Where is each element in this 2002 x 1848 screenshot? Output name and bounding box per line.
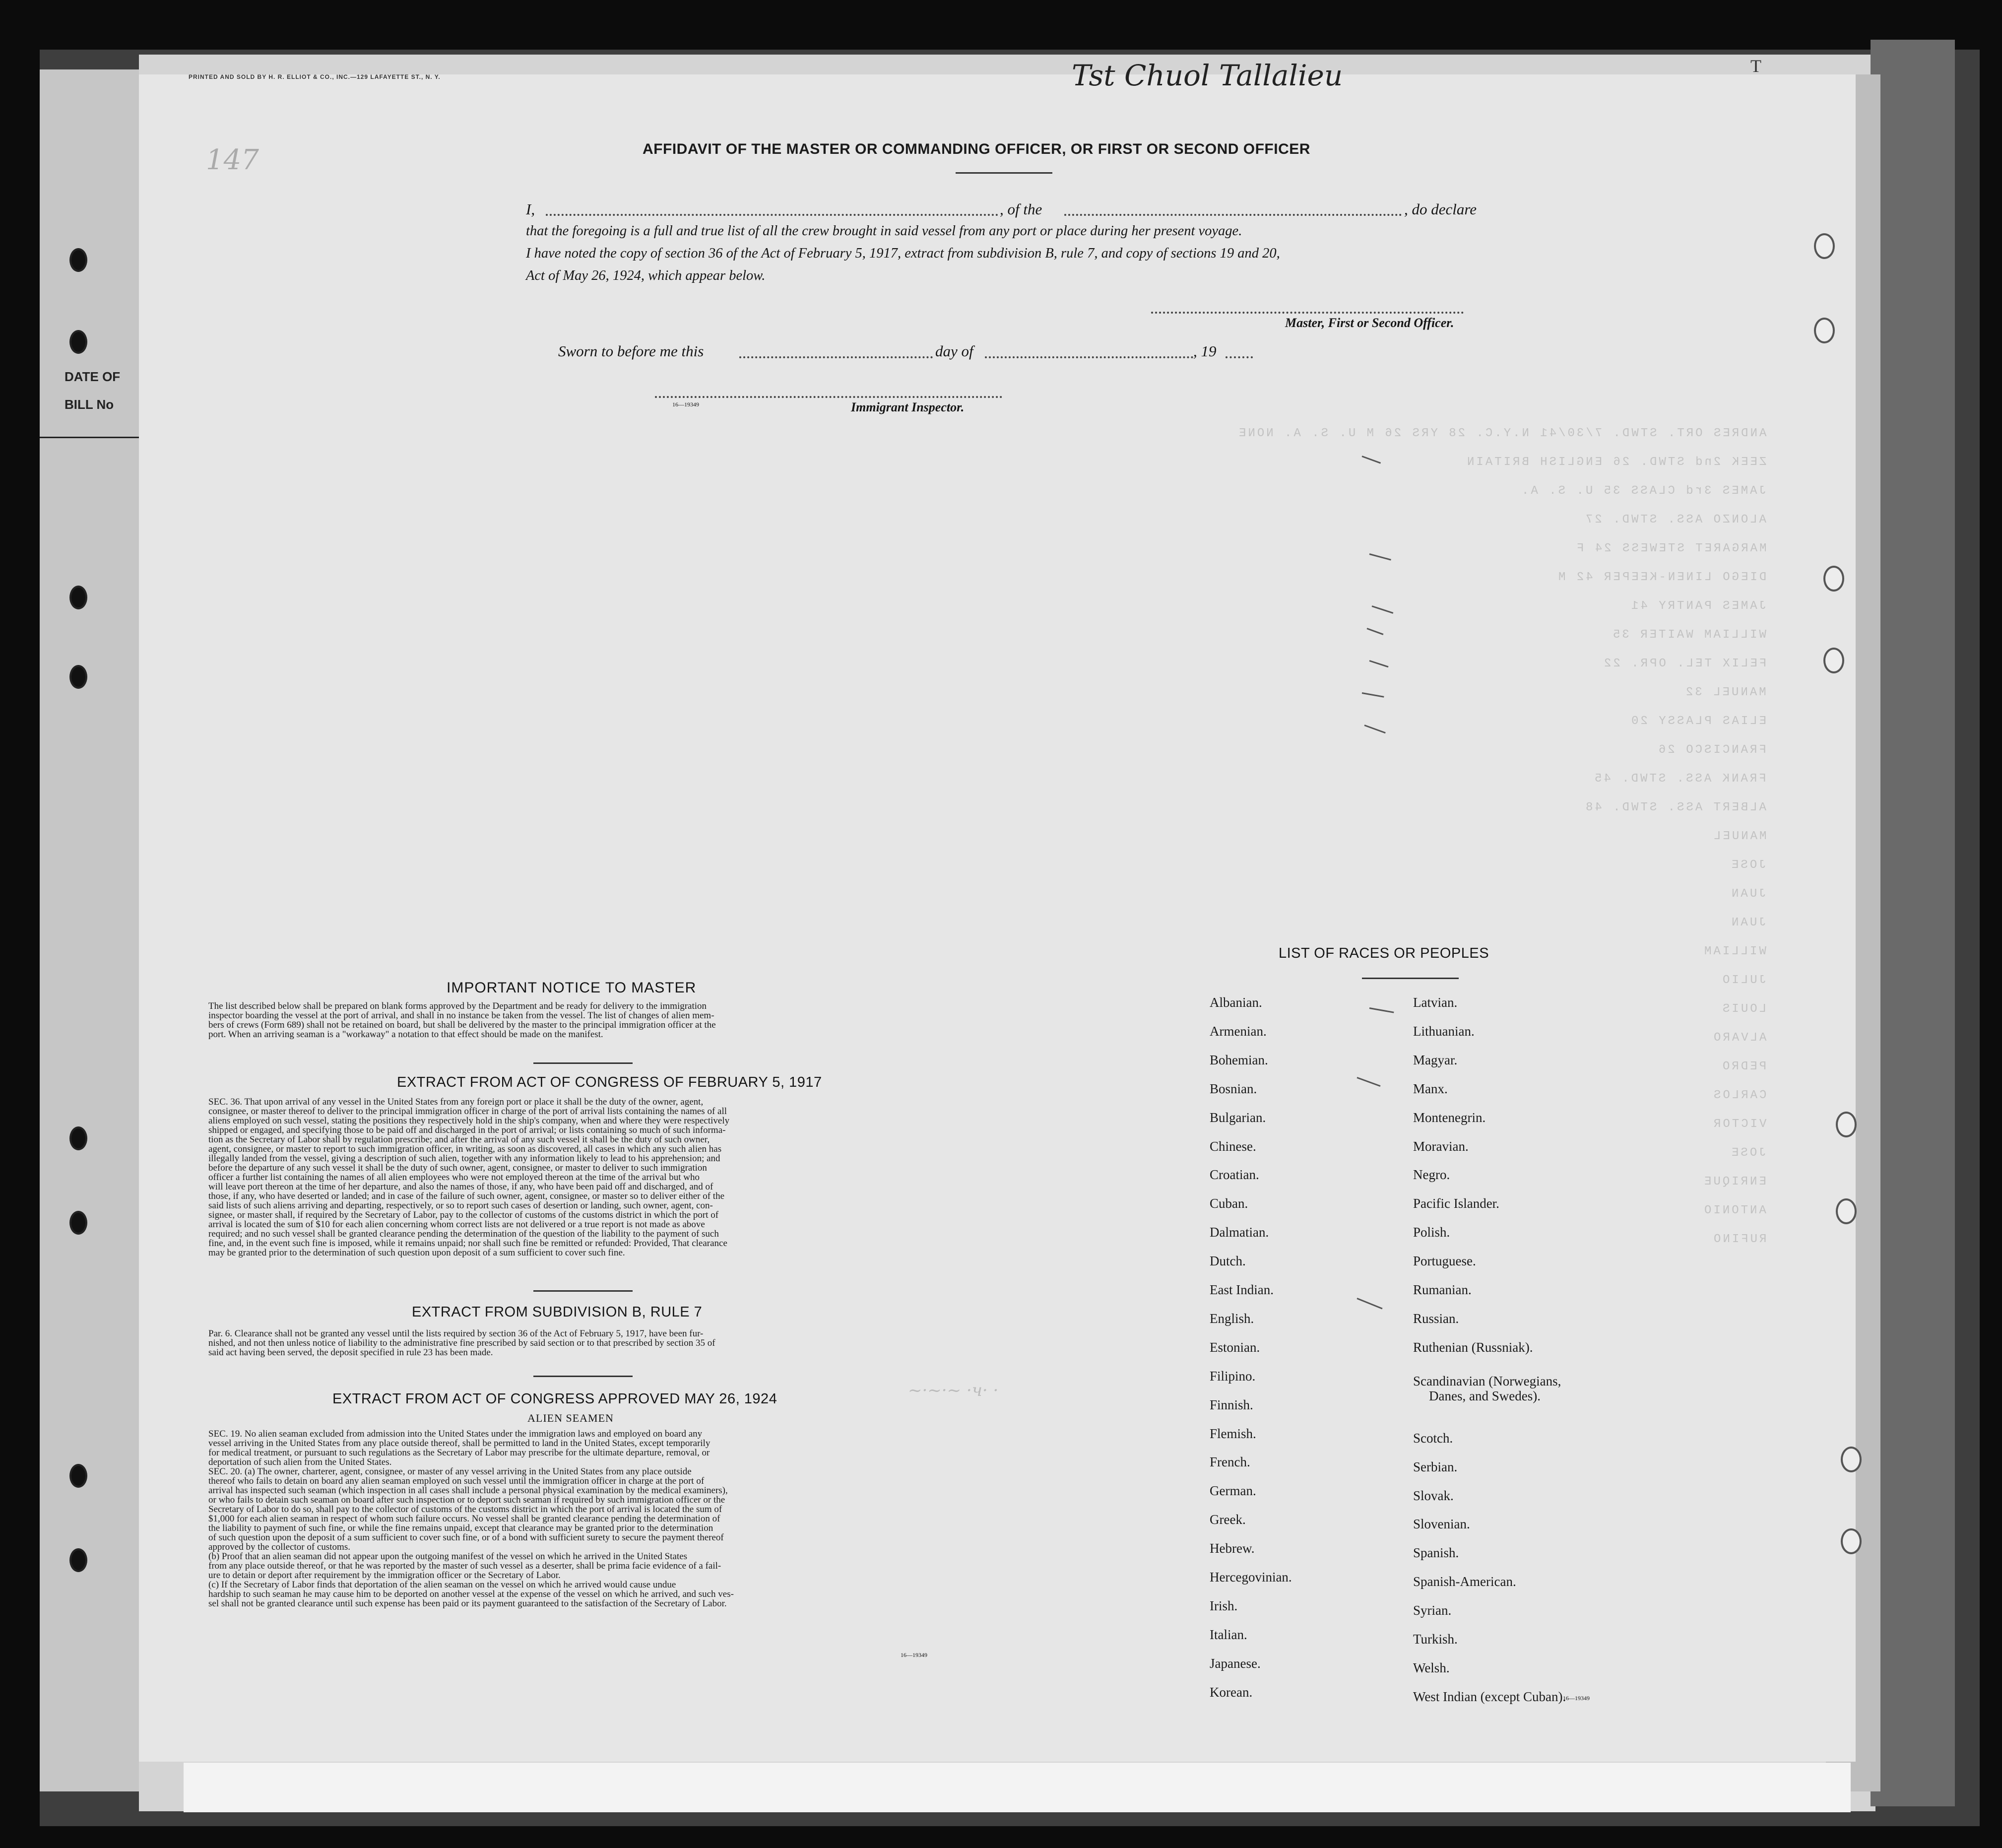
text-line: officer a further list containing the names of all alien employees who were not employed thereon at the time of the arrival but who: [208, 1173, 700, 1182]
text-line: said act having been served, the deposit specified in rule 23 has been made.: [208, 1348, 493, 1357]
text-line: SEC. 36. That upon arrival of any vessel in the United States from any foreign port or place it shall be the duty of the owner, agent,: [208, 1097, 704, 1107]
race-item: Bohemian.: [1210, 1052, 1268, 1067]
race-item: Scotch.: [1413, 1430, 1453, 1446]
text-line: before the departure of any such vessel it shall be the duty of such owner, agent, consignee, or master to deliver to such immigration: [208, 1163, 707, 1173]
bleed-row: JAMES 3rd CLASS 35 U. S. A.: [1520, 484, 1766, 498]
text-line: deportation of such alien from the United States.: [208, 1457, 392, 1467]
bleed-row: JUAN: [1730, 916, 1766, 929]
bleed-row: ANTONIO: [1702, 1204, 1766, 1217]
bleed-row: ALVARO: [1711, 1031, 1766, 1045]
text-line: sel shall not be granted clearance until such expense has been paid or its payment guaranteed to the satisfaction of the Secretary of Labor.: [208, 1599, 727, 1608]
punch-hole-left-3: [69, 586, 87, 609]
bleed-row: ALONZO ASS. STWD. 27: [1583, 513, 1766, 527]
affidavit-line1-end: , do declare: [1404, 200, 1477, 218]
bleed-row: FRANK ASS. STWD. 45: [1593, 772, 1766, 786]
text-line: fine, and, in the event such fine is imposed, while it remains unpaid; nor shall such fine be remitted or refunded: Provided, That clearance: [208, 1239, 727, 1248]
text-line: $1,000 for each alien seaman in respect of whom such failure occurs. No vessel shall be granted clearance pending the determination of: [208, 1514, 720, 1523]
sworn-day: day of: [935, 342, 973, 360]
race-item: Finnish.: [1210, 1397, 1253, 1412]
bleed-row: JUAN: [1730, 887, 1766, 901]
bleed-row: ANDRES ORT. STWD. 7/30/41 N.Y.C. 28 YRS 26 M U. S. A. NONE: [1236, 427, 1766, 440]
bleed-row: VICTOR: [1711, 1118, 1766, 1131]
race-item: Rumanian.: [1413, 1282, 1472, 1297]
punch-hole-left-6: [69, 1211, 87, 1235]
text-line: nished, and not then unless notice of liability to the administrative fine prescribed by said section or to that prescribed by section 35 of: [208, 1338, 715, 1348]
affidavit-line3: I have noted the copy of section 36 of the Act of February 5, 1917, extract from subdivision B, rule 7, and copy of sections 19 and 20,: [526, 246, 1280, 261]
race-item: Danes, and Swedes).: [1429, 1388, 1541, 1403]
bleed-row: ZEEK 2nd STWD. 26 ENGLISH BRITAIN: [1465, 456, 1766, 469]
right-binding-strip: [1871, 40, 1955, 1806]
extract-1924-title: EXTRACT FROM ACT OF CONGRESS APPROVED MAY 26, 1924: [332, 1391, 777, 1407]
race-item: Spanish.: [1413, 1545, 1459, 1561]
extract-rule7-body: [208, 1329, 953, 1357]
extract-rule7-rule: [533, 1376, 633, 1377]
race-item: Albanian.: [1210, 995, 1262, 1010]
race-item: Pacific Islander.: [1413, 1196, 1499, 1211]
bleed-row: MARGARET STEWESS 24 F: [1574, 542, 1766, 555]
race-item: Italian.: [1210, 1627, 1247, 1642]
left-label-bill-no: BILL No: [65, 397, 114, 412]
races-form-no: 16—19349: [1563, 1695, 1590, 1702]
bleed-row: FRANCISCO 26: [1657, 743, 1766, 757]
text-line: or who fails to detain such seaman on board after such inspection or to deport such seaman if required by such immigration officer or the: [208, 1495, 725, 1505]
text-line: SEC. 20. (a) The owner, charterer, agent, consignee, or master of any vessel arriving in the United States from any place outside: [208, 1467, 692, 1476]
race-item: Polish.: [1413, 1225, 1450, 1240]
race-item: Filipino.: [1210, 1368, 1256, 1384]
text-line: approved by the collector of customs.: [208, 1542, 350, 1552]
bleed-row: ENRIQUE: [1702, 1175, 1766, 1188]
extract-1917-body: [208, 1097, 953, 1257]
punch-hole-left-7: [69, 1464, 87, 1488]
left-underlying-strip: [40, 69, 139, 1791]
races-title: LIST OF RACES OR PEOPLES: [1279, 945, 1489, 961]
handwritten-scribble: ~·~·~ ·ч· ·: [908, 1381, 999, 1400]
bottom-paper-edge: [184, 1763, 1851, 1812]
affidavit-title: AFFIDAVIT OF THE MASTER OR COMMANDING OFFICER, OR FIRST OR SECOND OFFICER: [643, 141, 1310, 157]
text-line: agent, consignee, or master to report to such immigration officer, in writing, as soon as discovered, all cases in which any such alien has: [208, 1144, 722, 1154]
left-label-date-of: DATE OF: [65, 369, 121, 384]
sworn-year: , 19: [1193, 342, 1217, 360]
race-item: Bulgarian.: [1210, 1110, 1266, 1125]
text-line: inspector boarding the vessel at the port of arrival, and shall in no instance be taken from the vessel. The list of changes of alien mem-: [208, 1011, 714, 1020]
punch-hole-left-4: [69, 665, 87, 689]
race-item: Manx.: [1413, 1081, 1448, 1096]
race-item: Lithuanian.: [1413, 1023, 1475, 1039]
bleed-row: WILLIAM: [1702, 945, 1766, 958]
text-line: illegally landed from the vessel, giving a description of such alien, together with any information likely to lead to his apprehension; and: [208, 1154, 720, 1163]
affidavit-line4: Act of May 26, 1924, which appear below.: [526, 268, 766, 283]
sworn-start: Sworn to before me this: [558, 342, 704, 360]
inspector-label: Immigrant Inspector.: [851, 400, 965, 414]
race-item: Irish.: [1210, 1598, 1238, 1613]
text-line: required; and no such vessel shall be granted clearance pending the determination of the question of the liability to the payment of such: [208, 1229, 719, 1239]
punch-hole-right-5: [1836, 1112, 1857, 1137]
race-item: West Indian (except Cuban).: [1413, 1689, 1566, 1704]
bleed-row: LOUIS: [1720, 1002, 1766, 1016]
extract-1924-body: [208, 1429, 953, 1608]
sworn-date-blank: [739, 356, 933, 358]
text-line: Par. 6. Clearance shall not be granted any vessel until the lists required by section 36 of the Act of February 5, 1917, have been fur-: [208, 1329, 704, 1338]
bleed-row: RUFINO: [1711, 1233, 1766, 1246]
text-line: Secretary of Labor to do so, shall pay to the collector of customs of the customs district in which the port of arrival is located the sum of: [208, 1505, 722, 1514]
race-item: Croatian.: [1210, 1167, 1259, 1183]
race-item: Greek.: [1210, 1512, 1246, 1527]
text-line: arrival has inspected such seaman (which inspection in all cases shall include a personal physical examination by the medical examiners),: [208, 1486, 728, 1495]
top-number: 147: [206, 144, 259, 176]
bleed-row: MANUEL: [1711, 830, 1766, 843]
signature-label: Master, First or Second Officer.: [1285, 316, 1454, 330]
race-item: Dalmatian.: [1210, 1225, 1269, 1240]
text-line: (b) Proof that an alien seaman did not appear upon the outgoing manifest of the vessel on which he arrived in the United States: [208, 1552, 688, 1561]
punch-hole-right-8: [1841, 1528, 1862, 1554]
text-line: thereof who fails to detain on board any alien seaman employed on such vessel until the immigration officer in charge at the port of: [208, 1476, 705, 1486]
punch-hole-right-1: [1814, 233, 1835, 259]
race-item: Hercegovinian.: [1210, 1570, 1292, 1584]
race-item: Japanese.: [1210, 1655, 1261, 1671]
text-line: port. When an arriving seaman is a "workaway" a notation to that effect should be made on the manifest.: [208, 1030, 603, 1039]
punch-hole-left-8: [69, 1548, 87, 1572]
punch-hole-left-5: [69, 1126, 87, 1150]
signature-line: [1151, 312, 1464, 314]
text-line: those, if any, who have deserted or landed; and in case of the failure of such owner, agent, consignee, or master so to deliver either of the: [208, 1191, 724, 1201]
race-item: Slovak.: [1413, 1488, 1454, 1503]
bleed-row: JOSE: [1730, 1146, 1766, 1160]
race-item: Negro.: [1413, 1167, 1450, 1183]
printer-line: PRINTED AND SOLD BY H. R. ELLIOT & CO., INC.—129 LAFAYETTE ST., N. Y.: [189, 73, 441, 80]
extract-1924-form-no: 16—19349: [901, 1651, 927, 1658]
affidavit-title-rule: [956, 172, 1052, 174]
bleed-row: JULIO: [1720, 974, 1766, 987]
punch-hole-right-4: [1823, 648, 1844, 673]
sworn-year-blank: [1226, 356, 1253, 358]
bleed-row: JOSE: [1730, 858, 1766, 872]
race-item: Slovenian.: [1413, 1517, 1470, 1532]
text-line: The list described below shall be prepared on blank forms approved by the Department and be ready for delivery to the immigration: [208, 1001, 707, 1011]
race-item: Bosnian.: [1210, 1081, 1257, 1096]
affidavit-line1-start: I,: [526, 200, 535, 218]
race-item: Welsh.: [1413, 1660, 1450, 1675]
text-line: may be granted prior to the determination of such question upon deposit of a sum sufficient to cover such fine.: [208, 1248, 625, 1257]
bleed-row: ALBERT ASS. STWD. 48: [1583, 801, 1766, 814]
notice-rule: [533, 1062, 633, 1064]
corner-mark: T: [1750, 56, 1761, 76]
race-item: Serbian.: [1413, 1459, 1458, 1474]
vessel-blank: [1064, 214, 1402, 216]
race-item: Turkish.: [1413, 1632, 1458, 1647]
bleed-row: DIEGO LINEN-KEEPER 42 M: [1556, 571, 1766, 584]
bleed-row: CARLOS: [1711, 1089, 1766, 1102]
affidavit-line2: that the foregoing is a full and true list of all the crew brought in said vessel from any port or place during her present voyage.: [526, 223, 1242, 239]
text-line: (c) If the Secretary of Labor finds that deportation of the alien seaman on the vessel on which he arrived would cause undue: [208, 1580, 676, 1589]
text-line: vessel arriving in the United States from any place outside thereof, shall be permitted to land in the United States, except temporarily: [208, 1439, 710, 1448]
race-item: Chinese.: [1210, 1138, 1256, 1154]
race-item: Korean.: [1210, 1684, 1253, 1700]
text-line: SEC. 19. No alien seaman excluded from admission into the United States under the immigration laws and employed on board any: [208, 1429, 703, 1439]
race-item: Russian.: [1413, 1311, 1459, 1326]
race-item: Scandinavian (Norwegians,: [1413, 1373, 1561, 1388]
race-item: Cuban.: [1210, 1196, 1248, 1211]
race-item: Montenegrin.: [1413, 1110, 1486, 1125]
race-item: Armenian.: [1210, 1023, 1267, 1039]
race-item: Hebrew.: [1210, 1541, 1255, 1556]
text-line: signee, or master shall, if required by the Secretary of Labor, pay to the collector of customs of the customs district in which the port of: [208, 1210, 719, 1220]
race-item: English.: [1210, 1311, 1254, 1326]
race-item: German.: [1210, 1483, 1256, 1499]
text-line: said lists of such aliens arriving and departing, respectively, or so to report such cases of desertion or landing, such owner, agent, con-: [208, 1201, 713, 1210]
race-item: Dutch.: [1210, 1254, 1246, 1269]
left-label-rule: [40, 437, 139, 438]
text-line: shipped or engaged, and specifying those to be paid off and discharged in the port of arrival; or lists containing so much of such informa-: [208, 1125, 726, 1135]
extract-1924-subtitle: ALIEN SEAMEN: [527, 1412, 614, 1424]
punch-hole-right-3: [1823, 566, 1844, 592]
race-item: East Indian.: [1210, 1282, 1274, 1297]
race-item: Spanish-American.: [1413, 1574, 1516, 1589]
bleed-row: WILLIAM WAITER 35: [1611, 628, 1766, 642]
sworn-month-blank: [985, 356, 1193, 358]
name-blank: [546, 214, 998, 216]
punch-hole-left-2: [69, 330, 87, 354]
notice-body: [208, 1001, 953, 1039]
race-item: Moravian.: [1413, 1138, 1469, 1154]
race-item: French.: [1210, 1454, 1250, 1470]
punch-hole-right-7: [1841, 1447, 1862, 1472]
text-line: for medical treatment, or pursuant to such regulations as the Secretary of Labor may prescribe for the ultimate departure, removal, or: [208, 1448, 710, 1457]
bleed-row: JAMES PANTRY 41: [1629, 599, 1766, 613]
extract-rule7-title: EXTRACT FROM SUBDIVISION B, RULE 7: [412, 1304, 703, 1320]
affidavit-form-no: 16—19349: [672, 401, 699, 408]
header-handwriting: Tst Chuol Tallalieu: [1072, 59, 1343, 92]
text-line: ure to detain or deport after requirement by the immigration officer or the Secretary of Labor.: [208, 1571, 561, 1580]
inspector-line: [655, 396, 1002, 398]
race-item: Ruthenian (Russniak).: [1413, 1339, 1533, 1355]
extract-1917-title: EXTRACT FROM ACT OF CONGRESS OF FEBRUARY 5, 1917: [397, 1074, 822, 1090]
punch-hole-right-2: [1814, 318, 1835, 343]
extract-1917-rule: [533, 1290, 633, 1292]
text-line: of such question upon the deposit of a sum sufficient to cover such fine, or of a bond with sufficient surety to secure the payment thereof: [208, 1533, 724, 1542]
race-item: Magyar.: [1413, 1052, 1458, 1067]
bleed-row: MANUEL 32: [1684, 686, 1766, 699]
bleed-row: FELIX TEL. OPR. 22: [1602, 657, 1766, 670]
text-line: the liability to payment of such fine, or while the fine remains unpaid, except that clearance may be granted prior to the determination: [208, 1523, 713, 1533]
races-title-rule: [1362, 978, 1459, 979]
race-item: Flemish.: [1210, 1426, 1256, 1441]
bleed-row: PEDRO: [1720, 1060, 1766, 1073]
text-line: from any place outside thereof, or that he was reported by the master of such vessel as a deserter, shall be prima facie evidence of a fail-: [208, 1561, 721, 1571]
bleed-row: ELIAS PLASSY 20: [1629, 715, 1766, 728]
text-line: hardship to such seaman he may cause him to be deported on another vessel at the expense of the vessel on which he arrived, and such ves-: [208, 1589, 734, 1599]
race-item: Estonian.: [1210, 1339, 1260, 1355]
punch-hole-left-1: [69, 248, 87, 272]
text-line: tion as the Secretary of Labor shall by regulation prescribe; and after the arrival of any such vessel it shall be the duty of such owner,: [208, 1135, 710, 1144]
text-line: consignee, or master thereof to deliver to the principal immigration officer in charge of the port of arrival lists containing the names of all: [208, 1107, 727, 1116]
text-line: bers of crews (Form 689) shall not be retained on board, but shall be delivered by the master to the principal immigration officer at the: [208, 1020, 716, 1030]
race-item: Syrian.: [1413, 1603, 1452, 1618]
punch-hole-right-6: [1836, 1198, 1857, 1224]
race-item: Latvian.: [1413, 995, 1458, 1010]
race-item: Portuguese.: [1413, 1254, 1476, 1269]
notice-title: IMPORTANT NOTICE TO MASTER: [447, 980, 697, 996]
affidavit-line1-of: , of the: [1000, 200, 1042, 218]
text-line: arrival is located the sum of $10 for each alien concerning whom correct lists are not delivered or a true report is not made as above: [208, 1220, 705, 1229]
text-line: aliens employed on such vessel, stating the positions they respectively hold in the ship's company, when and where they were respectively: [208, 1116, 730, 1125]
text-line: will leave port thereon at the time of her departure, and also the names of those, if any, who have been paid off and discharged, and of: [208, 1182, 713, 1191]
